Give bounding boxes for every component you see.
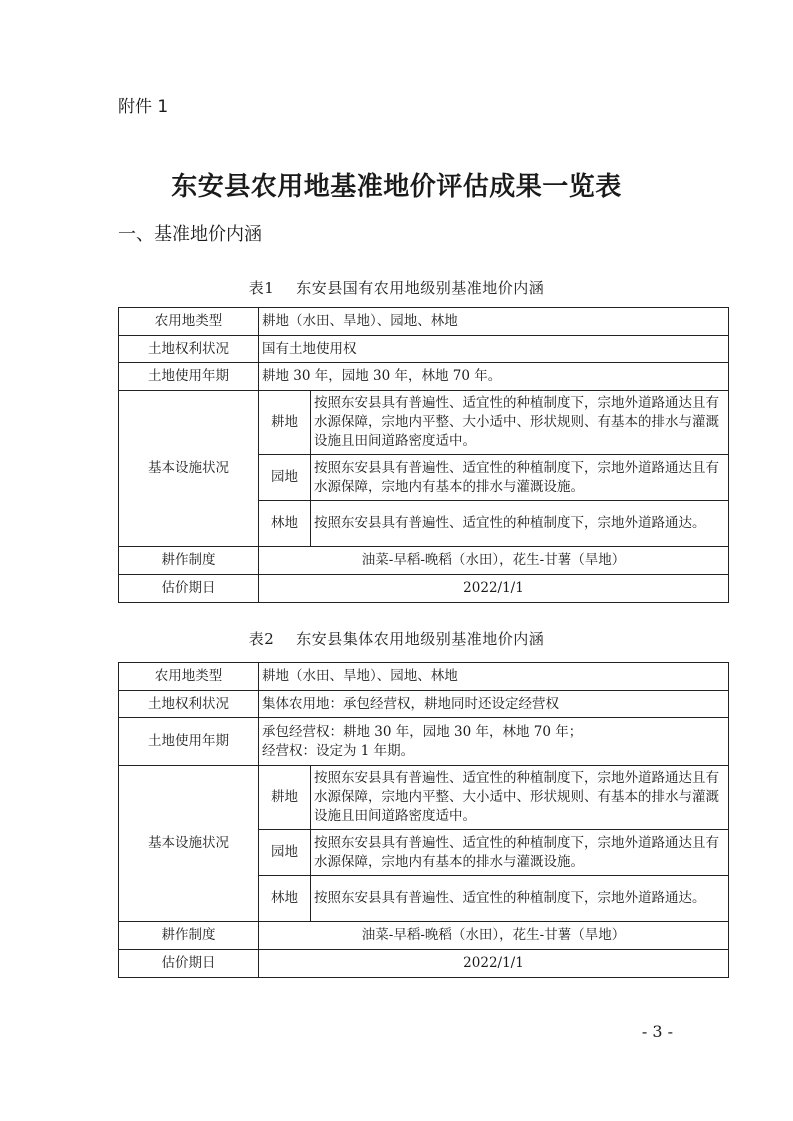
infra-label: 基本设施状况 [119, 766, 259, 922]
infra-type: 林地 [259, 501, 311, 547]
infra-desc: 按照东安县具有普遍性、适宜性的种植制度下，宗地外道路通达。 [311, 876, 729, 922]
land-type-value: 耕地（水田、旱地）、园地、林地 [259, 308, 729, 336]
rights-label: 土地权利状况 [119, 336, 259, 363]
table1-caption-text: 东安县国有农用地级别基准地价内涵 [296, 279, 545, 297]
date-label: 估价期日 [119, 575, 259, 603]
rights-label: 土地权利状况 [119, 691, 259, 718]
table1 [118, 307, 729, 603]
attachment-label: 附件 1 [118, 97, 169, 117]
rights-value: 国有土地使用权 [259, 336, 729, 363]
infra-desc: 按照东安县具有普遍性、适宜性的种植制度下，宗地外道路通达。 [311, 501, 729, 547]
infra-type: 耕地 [259, 391, 311, 455]
term-label: 土地使用年期 [119, 363, 259, 391]
table-row [119, 391, 729, 455]
table2-caption-text: 东安县集体农用地级别基准地价内涵 [296, 630, 545, 648]
infra-desc: 按照东安县具有普遍性、适宜性的种植制度下，宗地外道路通达且有水源保障，宗地内平整、大小适中、形状规则、有基本的排水与灌溉设施且田间道路密度适中。 [311, 766, 729, 830]
table2-caption [0, 628, 793, 649]
date-label: 估价期日 [119, 950, 259, 978]
date-value: 2022/1/1 [259, 950, 729, 978]
land-type-label: 农用地类型 [119, 308, 259, 336]
table2-caption-number: 表2 [248, 630, 275, 648]
table-row [119, 691, 729, 718]
table2 [118, 662, 729, 978]
infra-type: 耕地 [259, 766, 311, 830]
table-row [119, 950, 729, 978]
farming-label: 耕作制度 [119, 547, 259, 575]
term-line: 经营权：设定为 1 年期。 [262, 742, 415, 759]
term-value [259, 718, 729, 766]
infra-label: 基本设施状况 [119, 391, 259, 547]
table1-caption [0, 277, 793, 298]
section-heading: 一、基准地价内涵 [118, 224, 262, 245]
table-row [119, 663, 729, 691]
table-row [119, 766, 729, 830]
table-row [119, 363, 729, 391]
date-value: 2022/1/1 [259, 575, 729, 603]
infra-desc: 按照东安县具有普遍性、适宜性的种植制度下，宗地外道路通达且有水源保障，宗地内有基本的排水与灌溉设施。 [311, 830, 729, 876]
infra-type: 园地 [259, 455, 311, 501]
infra-type: 林地 [259, 876, 311, 922]
table-row [119, 547, 729, 575]
land-type-label: 农用地类型 [119, 663, 259, 691]
term-value: 耕地 30 年，园地 30 年，林地 70 年。 [259, 363, 729, 391]
land-type-value: 耕地（水田、旱地）、园地、林地 [259, 663, 729, 691]
term-label: 土地使用年期 [119, 718, 259, 766]
rights-value: 集体农用地：承包经营权，耕地同时还设定经营权 [259, 691, 729, 718]
page-title: 东安县农用地基准地价评估成果一览表 [171, 172, 622, 202]
table1-caption-number: 表1 [248, 279, 275, 297]
table-row [119, 336, 729, 363]
table-row [119, 308, 729, 336]
table-row [119, 922, 729, 950]
infra-desc: 按照东安县具有普遍性、适宜性的种植制度下，宗地外道路通达且有水源保障，宗地内平整、大小适中、形状规则、有基本的排水与灌溉设施且田间道路密度适中。 [311, 391, 729, 455]
infra-desc: 按照东安县具有普遍性、适宜性的种植制度下，宗地外道路通达且有水源保障，宗地内有基本的排水与灌溉设施。 [311, 455, 729, 501]
table-row [119, 575, 729, 603]
farming-label: 耕作制度 [119, 922, 259, 950]
page-number: - 3 - [641, 1022, 673, 1041]
term-line: 承包经营权：耕地 30 年，园地 30 年，林地 70 年； [262, 723, 583, 740]
table-row [119, 718, 729, 766]
infra-type: 园地 [259, 830, 311, 876]
farming-value: 油菜-早稻-晚稻（水田），花生-甘薯（旱地） [259, 547, 729, 575]
farming-value: 油菜-早稻-晚稻（水田），花生-甘薯（旱地） [259, 922, 729, 950]
